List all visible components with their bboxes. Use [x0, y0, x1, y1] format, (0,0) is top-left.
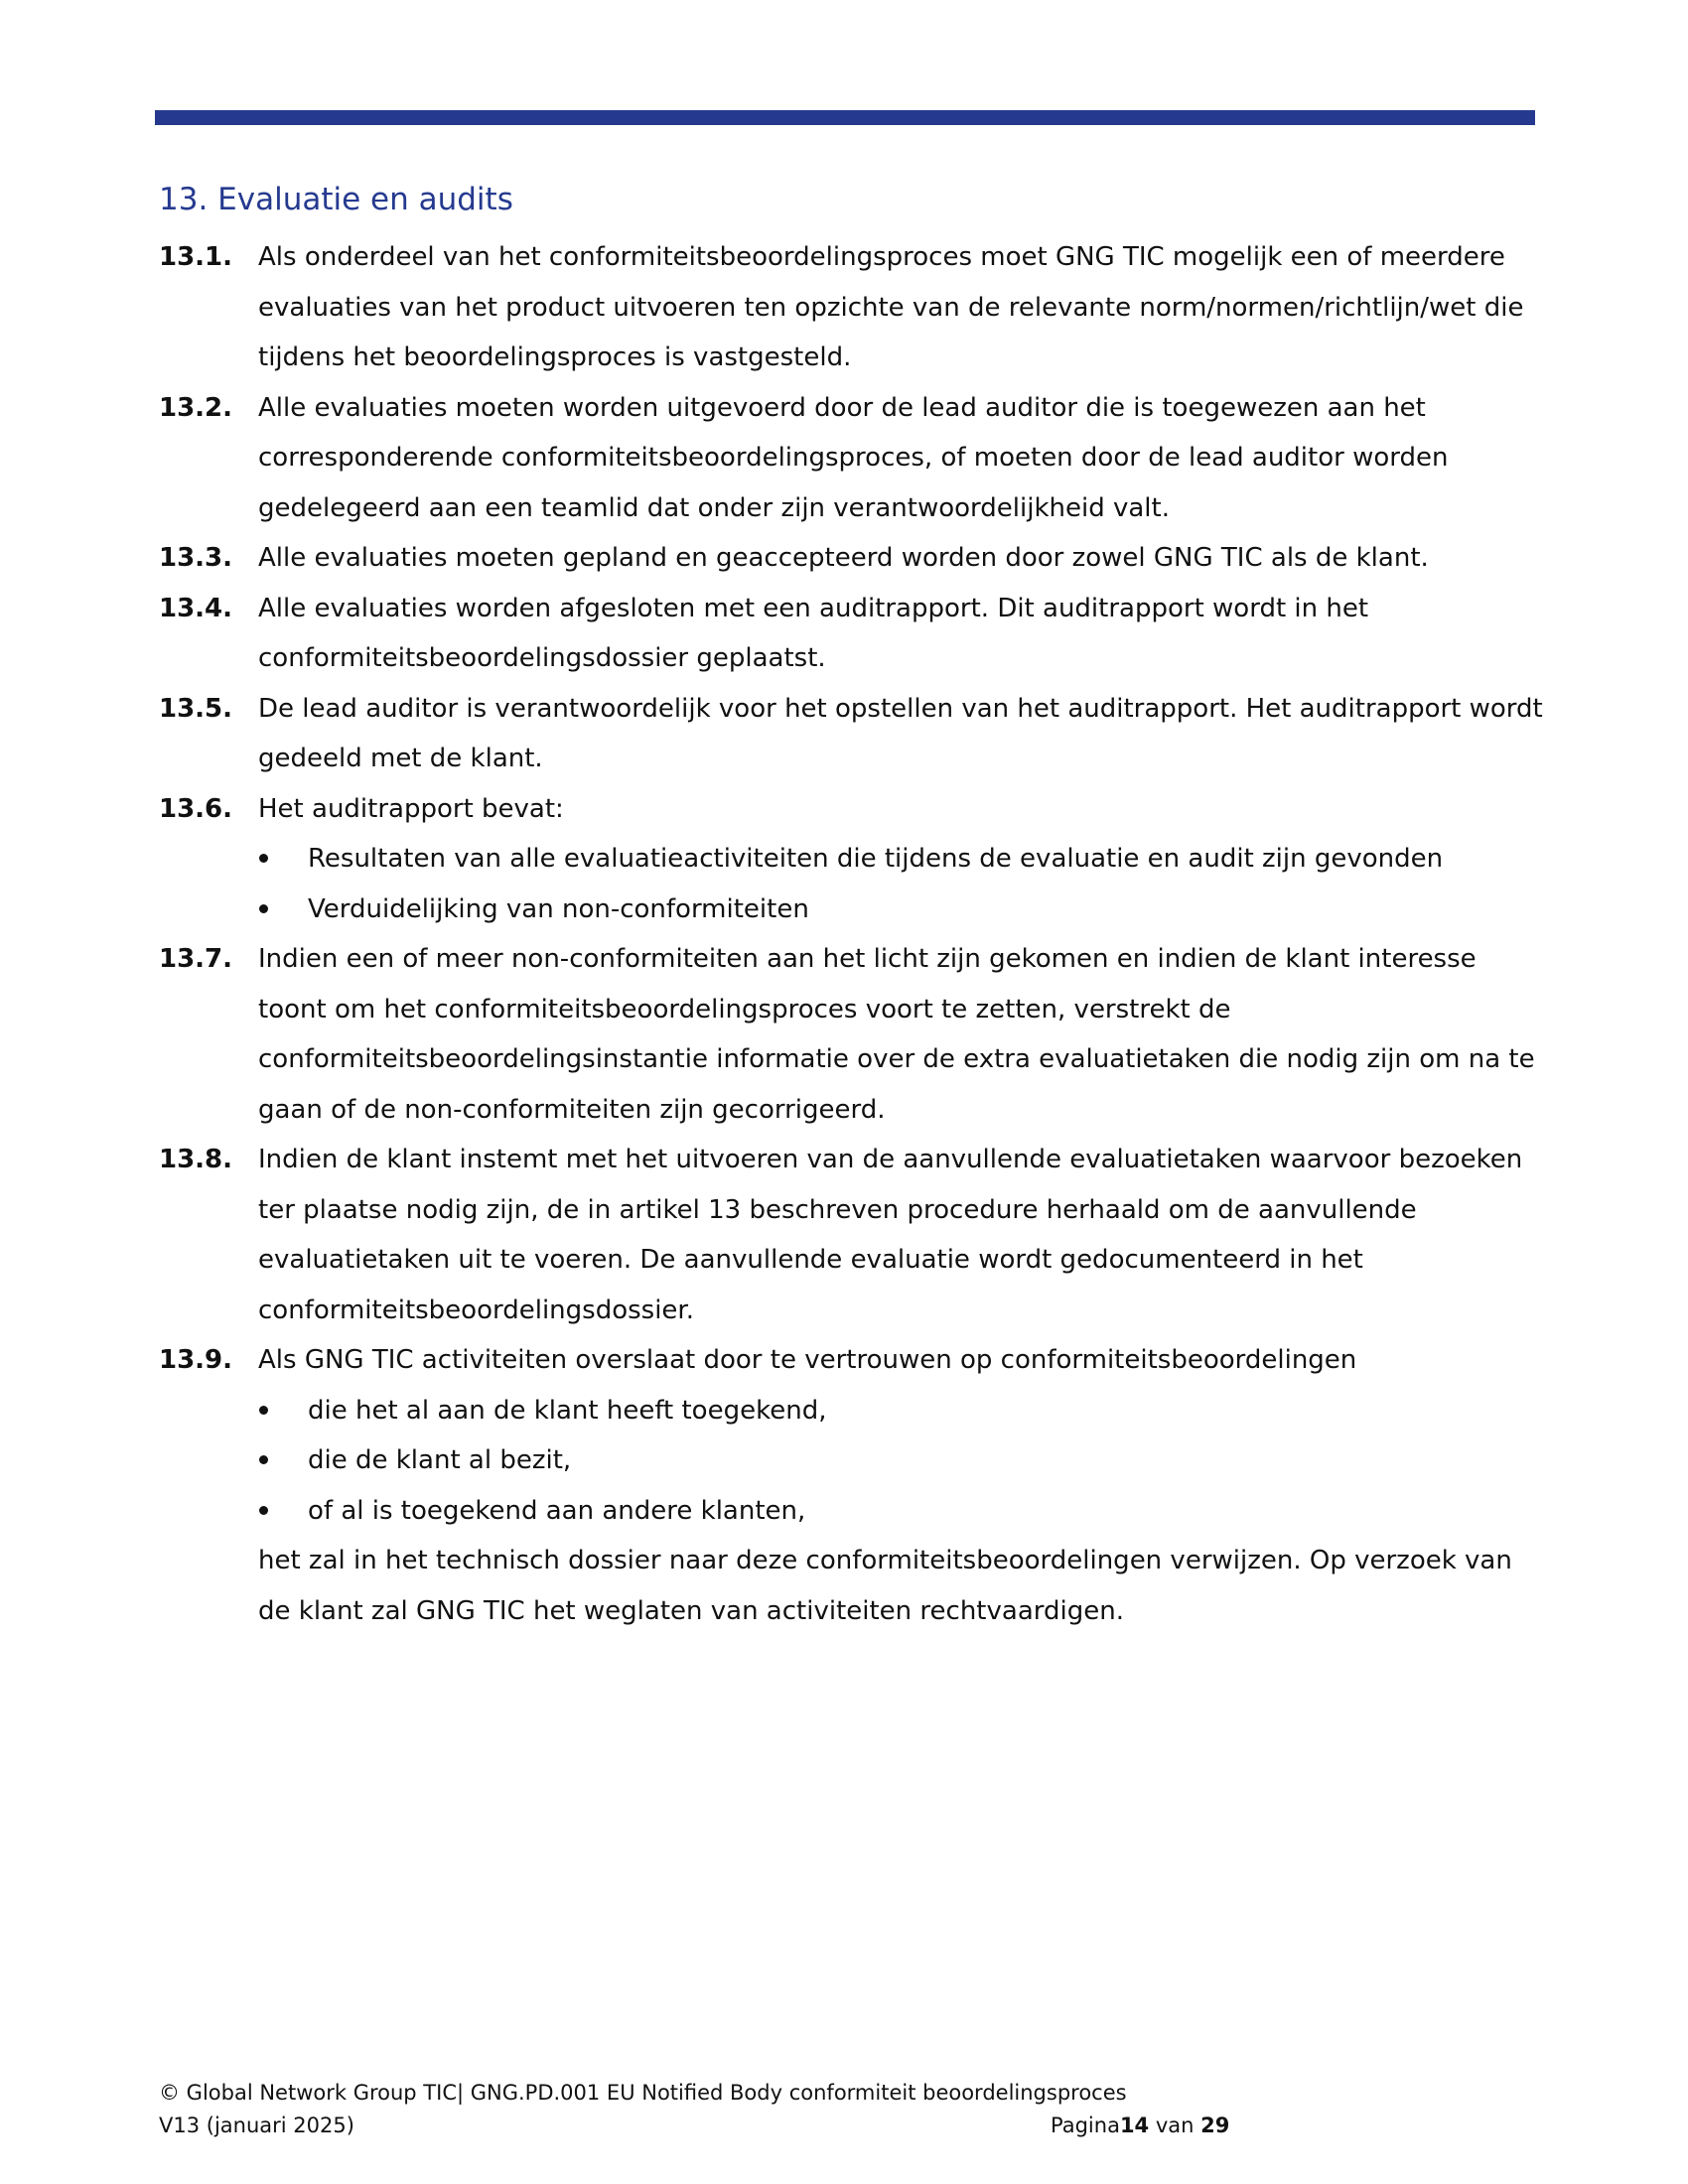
footer-version: V13 (januari 2025) [159, 2114, 354, 2137]
header-rule [155, 110, 1535, 125]
list-item-text: Verduidelijking van non-conformiteiten [308, 893, 809, 924]
bullet-icon [259, 1406, 268, 1415]
page-total: 29 [1200, 2114, 1230, 2137]
clause-text: Indien de klant instemt met het uitvoeren van de aanvullende evaluatietaken waarvoor bezoeken ter plaatse nodig zijn, de in artikel 13 beschreven procedure herhaald om de aanvullende evaluatietaken uit te voeren. De aanvullende evaluatie wordt gedocumenteerd in het conformiteitsbeoordelingsdossier. [258, 1145, 1523, 1325]
bullet-icon [259, 854, 268, 863]
clause-text: Het auditrapport bevat: [258, 793, 564, 824]
clause-number: 13.8. [159, 1145, 233, 1174]
clause-text: Als GNG TIC activiteiten overslaat door te vertrouwen op conformiteitsbeoordelingen [258, 1345, 1357, 1375]
clause-text: Alle evaluaties moeten worden uitgevoerd door de lead auditor die is toegewezen aan het corresponderende conformiteitsbeoordelingsproces, of moeten door de lead auditor worden gedelegeerd aan een teamlid dat onder zijn verantwoordelijkheid valt. [258, 392, 1449, 523]
clause-number: 13.5. [159, 693, 233, 724]
clause-text: Alle evaluaties moeten gepland en geaccepteerd worden door zowel GNG TIC als de klant. [258, 543, 1429, 573]
clause-number: 13.6. [159, 793, 233, 824]
clause-number: 13.2. [159, 392, 233, 423]
page-current: 14 [1119, 2114, 1150, 2137]
page-label: Pagina [1051, 2114, 1120, 2137]
page-footer [159, 2077, 1549, 2142]
section-content [159, 232, 1549, 1636]
section-title: 13. Evaluatie en audits [159, 182, 513, 217]
clause-number: 13.4. [159, 593, 233, 623]
bullet-icon [259, 904, 268, 913]
page-number [1051, 2110, 1229, 2142]
clause-number: 13.3. [159, 543, 233, 573]
clause-number: 13.9. [159, 1345, 233, 1375]
clause-13-3 [159, 533, 1549, 584]
clause-13-5 [159, 684, 1549, 784]
list-item-text: die de klant al bezit, [308, 1445, 572, 1475]
bullet-icon [259, 1455, 268, 1464]
clause-text: Indien een of meer non-conformiteiten aan het licht zijn gekomen en indien de klant interesse toont om het conformiteitsbeoordelingsproces voort te zetten, verstrekt de conformiteitsbeoordelingsinstantie informatie over de extra evaluatietaken die nodig zijn om na te gaan of de non-conformiteiten zijn gecorrigeerd. [258, 944, 1535, 1125]
clause-13-7 [159, 934, 1549, 1135]
clause-number: 13.7. [159, 944, 233, 974]
list-item [258, 1486, 1549, 1537]
clause-closing-text: het zal in het technisch dossier naar deze conformiteitsbeoordelingen verwijzen. Op verzoek van de klant zal GNG TIC het weglaten van activiteiten rechtvaardigen. [258, 1546, 1512, 1626]
page-separator: van [1149, 2114, 1201, 2137]
clause-13-1 [159, 232, 1549, 383]
footer-copyright: © Global Network Group TIC| GNG.PD.001 EU Notified Body conformiteit beoordelingsproces [159, 2081, 1127, 2105]
clause-13-8 [159, 1135, 1549, 1335]
bullet-list [258, 834, 1549, 934]
bullet-icon [259, 1506, 268, 1515]
list-item-text: Resultaten van alle evaluatieactiviteiten die tijdens de evaluatie en audit zijn gevonden [308, 844, 1444, 874]
list-item [258, 885, 1549, 935]
clause-13-9 [159, 1335, 1549, 1636]
list-item-text: die het al aan de klant heeft toegekend, [308, 1395, 827, 1426]
clause-13-4 [159, 584, 1549, 684]
list-item [258, 1386, 1549, 1436]
list-item [258, 1435, 1549, 1486]
clause-text: De lead auditor is verantwoordelijk voor het opstellen van het auditrapport. Het auditrapport wordt gedeeld met de klant. [258, 693, 1543, 773]
list-item-text: of al is toegekend aan andere klanten, [308, 1495, 806, 1526]
clause-text: Als onderdeel van het conformiteitsbeoordelingsproces moet GNG TIC mogelijk een of meerdere evaluaties van het product uitvoeren ten opzichte van de relevante norm/normen/richtlijn/wet die tijdens het beoordelingsproces is vastgesteld. [258, 242, 1524, 372]
clause-number: 13.1. [159, 242, 233, 272]
bullet-list [258, 1386, 1549, 1537]
clause-text: Alle evaluaties worden afgesloten met een auditrapport. Dit auditrapport wordt in het conformiteitsbeoordelingsdossier geplaatst. [258, 593, 1369, 673]
clause-13-6 [159, 784, 1549, 935]
list-item [258, 834, 1549, 885]
clause-13-2 [159, 383, 1549, 534]
